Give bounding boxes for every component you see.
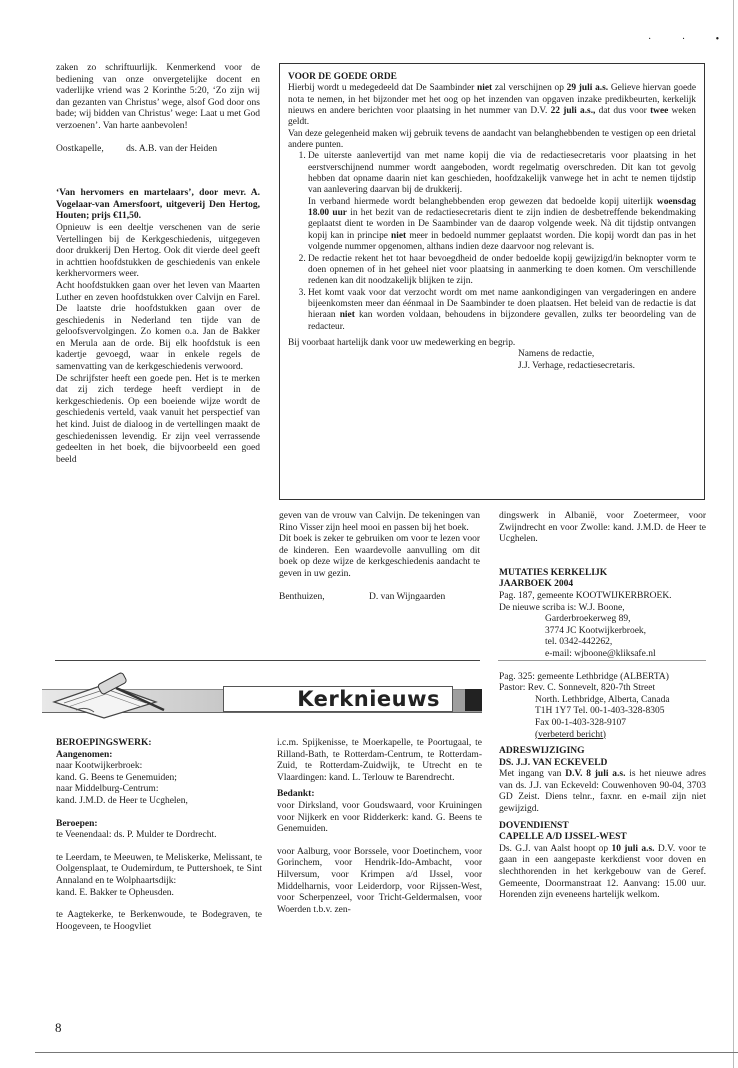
signature-place: Benthuizen,	[279, 591, 325, 602]
section-divider-right	[498, 660, 706, 661]
signature-author: ds. A.B. van der Heiden	[126, 143, 218, 154]
column-review-continued	[279, 511, 480, 603]
pastor-line-3: T1H 1Y7 Tel. 00-1-403-328-8305	[535, 706, 665, 717]
aangenomen-line-3: naar Middelburg-Centrum:	[56, 784, 159, 795]
heading-adreswijziging-2: DS. J.J. VAN ECKEVELD	[499, 757, 608, 768]
scriba-address-1: Garderbroekerweg 89,	[545, 614, 631, 625]
beroepen-continued: i.c.m. Spijkenisse, te Moerkapelle, te Poortugaal, te Rilland-Bath, te Rotterdam-Centrum, te Rotterdam-Zuid, te Rotterdam-Zuidwijk, te Utrecht en te Vlaardingen: kand. L. Terlouw te Barendrecht.	[277, 738, 482, 783]
section-divider	[55, 660, 480, 661]
beroepen-line-2: kand. E. Bakker te Opheusden.	[56, 887, 174, 898]
heading-beroepingswerk: BEROEPINGSWERK:	[56, 738, 152, 748]
print-marks: · · •	[648, 34, 734, 45]
pastor-note: (verbeterd bericht)	[535, 729, 606, 740]
review-continued-paragraph-2: Dit boek is zeker te gebruiken om voor te lezen voor de kinderen. Een waardevolle aanvulling om dit boek op deze wijze de kerkgeschiedenis aandacht te geven in uw gezin.	[279, 534, 480, 579]
column-announcements	[499, 511, 706, 902]
beroepen-paragraph-1: te Leerdam, te Meeuwen, te Meliskerke, Melissant, te Oolgensplaat, te Oudemirdum, te Puttershoek, te Sint Annaland en te Wolphaartsdijk:	[56, 852, 262, 886]
notice-item-3: 3. Het komt vaak voor dat verzocht wordt om met name aankondigingen van vergaderingen en andere bijeenkomsten meer dan éénmaal in De Saambinder te doen plaatsen. Het beleid van de redactie is dat hieraan niet kan worden voldaan, behoudens in bijzondere gevallen, zulks ter beoordeling van de redacteur.	[308, 288, 696, 333]
review-signature	[56, 144, 260, 156]
heading-dovendienst-1: DOVENDIENST	[499, 820, 569, 831]
announcement-continued: dingswerk in Albanië, voor Zoetermeer, voor Zwijndrecht en voor Zwolle: kand. J.M.D. de Heer te Ucghelen.	[499, 511, 706, 545]
notice-title: VOOR DE GOEDE ORDE	[288, 72, 397, 82]
notice-item-2: 2. De redactie rekent het tot haar bevoegdheid de onder bedoelde kopij gewijzigd/in beknopter vorm te doen opnemen of in het geheel niet voor plaatsing in aanmerking te doen komen. Om verschillende redenen kan dit noodzakelijk blijken te zijn.	[308, 254, 696, 288]
pastor-line-2: North. Lethbridge, Alberta, Canada	[535, 694, 670, 705]
column-beroepingswerk	[56, 738, 262, 933]
page-number: 8	[55, 1020, 62, 1035]
notice-box	[279, 63, 705, 500]
aangenomen-line-1: naar Kootwijkerbroek:	[56, 761, 143, 772]
mutatie-scriba: De nieuwe scriba is: W.J. Boone,	[499, 602, 625, 613]
banner-title: Kerknieuws	[223, 686, 453, 712]
heading-dovendienst-2: CAPELLE A/D IJSSEL-WEST	[499, 832, 627, 843]
book-review-title: ‘Van hervomers en martelaars’, door mevr. A. Vogelaar-van Amersfoort, uitgeverij Den Hertog, Houten; prijs €11,50.	[56, 188, 260, 222]
heading-adreswijziging-1: ADRESWIJZIGING	[499, 746, 585, 757]
scriba-phone: tel. 0342-442262,	[545, 637, 613, 648]
heading-beroepen: Beroepen:	[56, 818, 98, 829]
kerknieuws-banner	[40, 672, 483, 720]
bedankt-paragraph-2: voor Aalburg, voor Borssele, voor Doetinchem, voor Gorinchem, voor Hendrik-Ido-Ambacht, voor Hilversum, voor Krimpen a/d IJssel, voor Middelharnis, voor Leiderdorp, voor Rijssen-West, voor Scherpenzeel, voor Tricht-Geldermalsen, voor Woerden t.b.v. zen-	[277, 846, 482, 915]
mutatie-page-2: Pag. 325: gemeente Lethbridge (ALBERTA)	[499, 671, 669, 682]
mutatie-page-1: Pag. 187, gemeente KOOTWIJKERBROEK.	[499, 590, 672, 601]
heading-mutaties-1: MUTATIES KERKELIJK	[499, 567, 608, 578]
column-bedankt	[277, 738, 482, 916]
review-continued-signature	[279, 592, 480, 604]
scriba-email: e-mail: wjboone@kliksafe.nl	[545, 648, 656, 659]
pastor-line-1: Pastor: Rev. C. Sonnevelt, 820-7th Street	[499, 683, 656, 694]
notice-intro: Hierbij wordt u medegedeeld dat De Saambinder niet zal verschijnen op 29 juli a.s. Gelieve hiervan goede nota te nemen, in het bijzonder met het oog op het inzenden van opgaven inzake predikbeurten, kerkelijk nieuws en andere berichten voor plaatsing in het nummer van D.V. 22 juli a.s., dat dus voor twee weken geldt.	[288, 83, 696, 128]
notice-paragraph: Van deze gelegenheid maken wij gebruik tevens de aandacht van belanghebbenden te vestigen op een drietal andere punten.	[288, 128, 696, 151]
adreswijziging-text: Met ingang van D.V. 8 juli a.s. is het nieuwe adres van ds. J.J. van Eckeveld: Couwenhoven 90-04, 3703 GD Zeist. Diens telnr., faxnr. en e-mail zijn niet gewijzigd.	[499, 769, 706, 815]
heading-bedankt: Bedankt:	[277, 789, 315, 800]
beroepen-line-1: te Veenendaal: ds. P. Mulder te Dordrecht.	[56, 830, 217, 841]
banner-end-block	[465, 689, 482, 711]
notice-sign-line-2: J.J. Verhage, redactiesecretaris.	[518, 360, 635, 371]
heading-aangenomen: Aangenomen:	[56, 749, 113, 760]
aangenomen-line-2: kand. G. Beens te Genemuiden;	[56, 772, 177, 783]
review-paragraph-1: Opnieuw is een deeltje verschenen van de serie Vertellingen bij de Kerkgeschiedenis, uitgegeven door drukkerij Den Hertog. Ook dit vierde deel geeft in achttien hoofdstukken de geschiedenis van enkele kerkhervormers weer.	[56, 222, 260, 280]
aangenomen-line-4: kand. J.M.D. de Heer te Ucghelen,	[56, 795, 188, 806]
signature-place: Oostkapelle,	[56, 143, 104, 154]
notice-sign-line-1: Namens de redactie,	[518, 349, 595, 360]
review-continued-paragraph-1: geven van de vrouw van Calvijn. De tekeningen van Rino Visser zijn heel mooi en passen bij het boek.	[279, 511, 480, 533]
review-paragraph-2: Acht hoofdstukken gaan over het leven van Maarten Luther en zeven hoofdstukken over Calvijn en Farel. De laatste drie hoofdstukken gaan over de geschiedenis in Nederland ten tijde van de geloofsvervolgingen. Zo komen o.a. Jan de Bakker en Merula aan de orde. Bij elk hoofdstuk is een kadertje gevoegd, waar in enkele regels de samenvatting van de kerkgeschiedenis verwoord.	[56, 280, 260, 373]
bottom-rule	[35, 1052, 738, 1053]
review-closing-paragraph: zaken zo schriftuurlijk. Kenmerkend voor de bediening van onze onvergetelijke docent en vaderlijke vriend was 2 Korinthe 5:20, ‘Zo zijn wij dan gezanten van Christus’ wege, alsof God door ons bade; wij bidden van Christus’ wege: Laat u met God verzoenen’. Van harte aanbevolen!	[56, 63, 260, 131]
bedankt-paragraph-1: voor Dirksland, voor Goudswaard, voor Kruiningen voor Nijkerk en voor Ridderkerk: kand. G. Beens te Genemuiden.	[277, 800, 482, 835]
scriba-address-2: 3774 JC Kootwijkerbroek,	[545, 625, 647, 636]
column-review	[56, 63, 260, 466]
notice-list	[288, 151, 696, 333]
heading-mutaties-2: JAARBOEK 2004	[499, 579, 574, 590]
dovendienst-text: Ds. G.J. van Aalst hoopt op 10 juli a.s. D.V. voor te gaan in een aangepaste kerkdienst voor doven en slechthorenden in het kerkgebouw van de Geref. Gemeente, Doormanstraat 12. Aanvang: 15.00 uur. Horenden zijn eveneens hartelijk welkom.	[499, 843, 706, 901]
page-edge	[733, 0, 734, 1068]
notice-item-1: 1. De uiterste aanlevertijd van met name kopij die via de redactiesecretaris voor plaatsing in het eerstverschijnend nummer wordt aangeboden, wordt regelmatig overschreden. Dit kan tot gevolg hebben dat opname daarin niet kan geschieden, hoofdzakelijk vanwege het in acht te nemen tijdstip van aanlevering daarvan bij de drukkerij. In verband hiermede wordt belanghebbenden erop gewezen dat bedoelde kopij uiterlijk woensdag 18.00 uur in het bezit van de redactiesecretaris dient te zijn indien de desbetreffende bekendmaking geplaatst dient te worden in De Saambinder van de daarop volgende week. Nà dit tijdstip ontvangen kopij kan in principe niet meer in bedoeld nummer geplaatst worden. Die kopij wordt dan pas in het volgende nummer opgenomen, althans indien deze daarvoor nog relevant is.	[308, 151, 696, 253]
signature-author: D. van Wijngaarden	[369, 591, 446, 602]
gavel-icon	[46, 672, 196, 720]
pastor-line-4: Fax 00-1-403-328-9107	[535, 717, 627, 728]
review-paragraph-3: De schrijfster heeft een goede pen. Het is te merken dat zij zich terdege heeft verdiept in de kerkgeschiedenis. Op een boeiende wijze wordt de geschiedenis verteld, vaak vanuit het perspectief van het kind. Juist de dialoog in de vertellingen maakt de geschiedenissen levendig. Er zijn veel verrassende gedeelten in het boek, die bijvoorbeeld een goed beeld	[56, 373, 260, 465]
beroepen-paragraph-2: te Aagtekerke, te Berkenwoude, te Bodegraven, te Hoogeveen, te Hoogvliet	[56, 910, 262, 932]
notice-thanks: Bij voorbaat hartelijk dank voor uw medewerking en begrip.	[288, 337, 516, 348]
